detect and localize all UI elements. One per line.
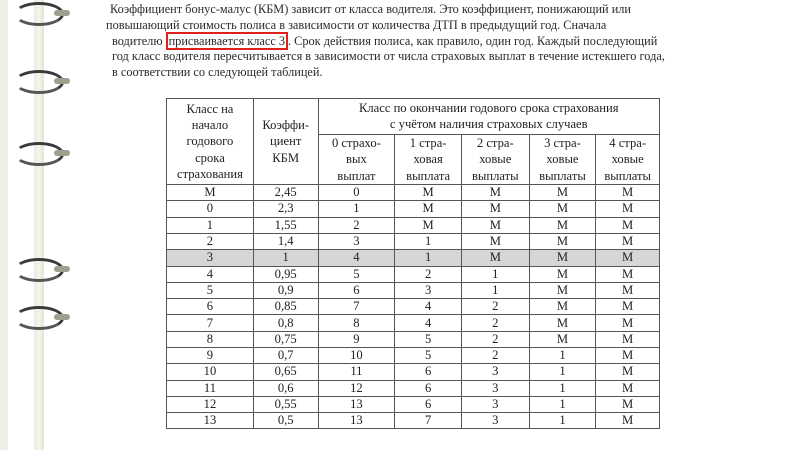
- header-payments-3: 3 стра-ховые выплаты: [529, 134, 596, 184]
- table-cell: М: [596, 413, 660, 429]
- table-cell: М: [529, 250, 596, 266]
- table-cell: 9: [167, 348, 254, 364]
- header-payments-1: 1 стра-ховая выплата: [395, 134, 462, 184]
- table-cell: 0,95: [253, 266, 318, 282]
- table-cell: М: [529, 266, 596, 282]
- binder-spine: [34, 0, 44, 450]
- table-cell: М: [596, 282, 660, 298]
- table-cell: 5: [318, 266, 395, 282]
- table-cell: 1,4: [253, 233, 318, 249]
- table-cell: 3: [461, 364, 529, 380]
- table-cell: 0: [318, 185, 395, 201]
- table-row: [167, 250, 660, 266]
- table-cell: 1: [167, 217, 254, 233]
- table-row: [167, 217, 660, 233]
- table-row: [167, 185, 660, 201]
- table-cell: 1: [318, 201, 395, 217]
- intro-line: повышающий стоимость полиса в зависимости от количества ДТП в предыдущий год. Сначала: [106, 17, 607, 32]
- table-cell: 2: [167, 233, 254, 249]
- table-cell: 3: [461, 396, 529, 412]
- table-row: [167, 266, 660, 282]
- intro-line: [112, 34, 756, 50]
- binder-stripe: [0, 0, 8, 450]
- table-cell: 7: [318, 299, 395, 315]
- table-cell: 2,3: [253, 201, 318, 217]
- table-cell: М: [461, 233, 529, 249]
- table-cell: 3: [318, 233, 395, 249]
- table-cell: М: [596, 396, 660, 412]
- table-cell: 10: [167, 364, 254, 380]
- table-row: [167, 364, 660, 380]
- table-cell: М: [596, 266, 660, 282]
- table-cell: 0,75: [253, 331, 318, 347]
- table-cell: М: [529, 331, 596, 347]
- table-cell: 1: [461, 266, 529, 282]
- table-cell: 6: [395, 380, 462, 396]
- table-cell: М: [167, 185, 254, 201]
- binder-ring-icon: [6, 306, 68, 328]
- table-cell: 1: [253, 250, 318, 266]
- intro-line: в соответствии со следующей таблицей.: [112, 65, 323, 80]
- table-cell: 6: [167, 299, 254, 315]
- table-cell: 4: [395, 315, 462, 331]
- table-cell: 13: [167, 413, 254, 429]
- table-cell: М: [596, 380, 660, 396]
- binder-ring-icon: [6, 70, 68, 92]
- header-class-start: Класс на начало годового срока страхования: [167, 99, 254, 185]
- table-cell: 0,6: [253, 380, 318, 396]
- intro-line: Коэффициент бонус-малус (КБМ) зависит от класса водителя. Это коэффициент, понижающий или: [110, 2, 632, 16]
- table-cell: М: [596, 299, 660, 315]
- table-row: [167, 331, 660, 347]
- table-row: [167, 299, 660, 315]
- binder-decoration: [0, 0, 100, 450]
- intro-text: водителю: [112, 33, 166, 48]
- highlighted-phrase: присваивается класс 3: [166, 32, 288, 50]
- table-cell: М: [395, 201, 462, 217]
- table-cell: М: [529, 233, 596, 249]
- table-cell: 1: [395, 250, 462, 266]
- table-cell: 3: [395, 282, 462, 298]
- table-cell: 2,45: [253, 185, 318, 201]
- table-row: [167, 380, 660, 396]
- table-cell: 7: [167, 315, 254, 331]
- table-cell: 2: [461, 315, 529, 331]
- intro-paragraph: [106, 2, 756, 81]
- table-cell: 3: [167, 250, 254, 266]
- table-cell: 0,5: [253, 413, 318, 429]
- table-cell: 12: [167, 396, 254, 412]
- table-cell: М: [529, 185, 596, 201]
- table-cell: 2: [461, 331, 529, 347]
- header-class-end: Класс по окончании годового срока страхования с учётом наличия страховых случаев: [318, 99, 659, 135]
- table-cell: 4: [318, 250, 395, 266]
- table-cell: 0,7: [253, 348, 318, 364]
- table-cell: М: [461, 185, 529, 201]
- table-cell: 6: [395, 364, 462, 380]
- table-row: [167, 282, 660, 298]
- table-cell: 1: [461, 282, 529, 298]
- table-cell: 5: [167, 282, 254, 298]
- table-cell: 2: [395, 266, 462, 282]
- table-cell: М: [461, 250, 529, 266]
- table-cell: М: [461, 217, 529, 233]
- table-cell: М: [529, 201, 596, 217]
- table-cell: 3: [461, 413, 529, 429]
- table-cell: 0,65: [253, 364, 318, 380]
- table-cell: 1: [529, 396, 596, 412]
- binder-ring-icon: [6, 142, 68, 164]
- table-cell: М: [529, 217, 596, 233]
- table-cell: М: [596, 315, 660, 331]
- table-cell: 2: [461, 299, 529, 315]
- table-cell: 13: [318, 396, 395, 412]
- table-cell: 5: [395, 331, 462, 347]
- table-cell: 1: [529, 348, 596, 364]
- table-cell: 2: [318, 217, 395, 233]
- table-cell: 1: [395, 233, 462, 249]
- table-cell: М: [529, 315, 596, 331]
- table-cell: М: [596, 185, 660, 201]
- kbm-table-body: [167, 185, 660, 429]
- table-cell: 2: [461, 348, 529, 364]
- table-cell: 10: [318, 348, 395, 364]
- table-cell: 1: [529, 364, 596, 380]
- table-cell: 6: [318, 282, 395, 298]
- table-cell: М: [596, 331, 660, 347]
- header-payments-4: 4 стра-ховые выплаты: [596, 134, 660, 184]
- table-cell: М: [596, 348, 660, 364]
- table-cell: 0,8: [253, 315, 318, 331]
- table-cell: 12: [318, 380, 395, 396]
- table-cell: 11: [167, 380, 254, 396]
- table-cell: 9: [318, 331, 395, 347]
- table-cell: М: [395, 185, 462, 201]
- table-row: [167, 413, 660, 429]
- table-row: [167, 396, 660, 412]
- table-cell: 1,55: [253, 217, 318, 233]
- header-payments-2: 2 стра-ховые выплаты: [461, 134, 529, 184]
- binder-ring-icon: [6, 2, 68, 24]
- header-payments-0: 0 страхо-вых выплат: [318, 134, 395, 184]
- table-row: [167, 315, 660, 331]
- table-cell: 0,9: [253, 282, 318, 298]
- table-cell: 1: [529, 380, 596, 396]
- binder-ring-icon: [6, 258, 68, 280]
- intro-line: год класс водителя пересчитывается в зависимости от числа страховых выплат в течение истекшего года,: [112, 49, 665, 64]
- table-cell: М: [529, 299, 596, 315]
- table-cell: 8: [318, 315, 395, 331]
- table-cell: 1: [529, 413, 596, 429]
- kbm-table: [166, 98, 660, 429]
- table-cell: 0: [167, 201, 254, 217]
- table-cell: 0,85: [253, 299, 318, 315]
- intro-text: . Срок действия полиса, как правило, один год. Каждый последующий: [288, 33, 658, 48]
- table-row: [167, 233, 660, 249]
- table-cell: 7: [395, 413, 462, 429]
- table-row: [167, 348, 660, 364]
- table-cell: 5: [395, 348, 462, 364]
- table-cell: 8: [167, 331, 254, 347]
- header-kbm: Коэффи-циент КБМ: [253, 99, 318, 185]
- table-cell: М: [529, 282, 596, 298]
- table-row: [167, 201, 660, 217]
- table-cell: 13: [318, 413, 395, 429]
- table-cell: 6: [395, 396, 462, 412]
- table-cell: М: [461, 201, 529, 217]
- table-cell: М: [596, 201, 660, 217]
- table-cell: 3: [461, 380, 529, 396]
- table-cell: 4: [167, 266, 254, 282]
- table-cell: М: [395, 217, 462, 233]
- table-cell: М: [596, 250, 660, 266]
- table-cell: М: [596, 364, 660, 380]
- table-cell: 11: [318, 364, 395, 380]
- table-cell: М: [596, 233, 660, 249]
- table-cell: 0,55: [253, 396, 318, 412]
- table-cell: 4: [395, 299, 462, 315]
- table-cell: М: [596, 217, 660, 233]
